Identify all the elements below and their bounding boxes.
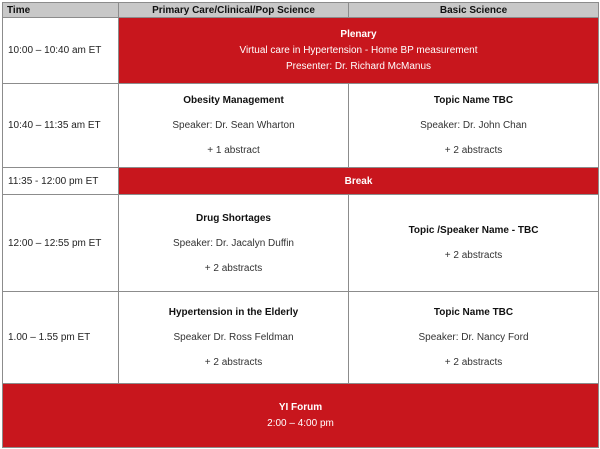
obesity-basic-extra: + 2 abstracts [444,145,503,156]
break-cell [119,168,599,195]
elderly-primary-cell [119,292,349,384]
schedule-table [2,2,599,448]
obesity-primary-speaker: Speaker: Dr. Sean Wharton [172,120,295,131]
forum-cell [3,384,599,448]
drug-time: 12:00 – 12:55 pm ET [3,195,119,292]
obesity-basic-cell [349,84,599,168]
header-basic: Basic Science [349,3,599,18]
elderly-primary-extra: + 2 abstracts [204,357,263,368]
plenary-time: 10:00 – 10:40 am ET [3,18,119,84]
elderly-basic-cell [349,292,599,384]
obesity-time: 10:40 – 11:35 am ET [3,84,119,168]
drug-primary-extra: + 2 abstracts [204,262,263,274]
obesity-basic-speaker: Speaker: Dr. John Chan [420,120,527,131]
elderly-basic-extra: + 2 abstracts [444,357,503,368]
plenary-cell [119,18,599,84]
plenary-title: Plenary [340,28,377,40]
break-title: Break [344,175,373,187]
drug-basic-extra: + 2 abstracts [444,250,503,261]
header-time: Time [3,3,119,18]
drug-primary-title: Drug Shortages [195,212,271,224]
plenary-presenter: Presenter: Dr. Richard McManus [285,60,432,72]
elderly-time: 1.00 – 1.55 pm ET [3,292,119,384]
elderly-row [3,292,599,384]
obesity-basic-title: Topic Name TBC [433,95,514,106]
forum-title: YI Forum [278,401,323,413]
obesity-primary-extra: + 1 abstract [207,145,260,156]
drug-row [3,195,599,292]
elderly-primary-speaker: Speaker Dr. Ross Feldman [173,332,294,343]
obesity-primary-cell [119,84,349,168]
plenary-row [3,18,599,84]
elderly-basic-title: Topic Name TBC [433,307,514,318]
plenary-subtitle: Virtual care in Hypertension - Home BP measurement [239,44,478,56]
header-primary: Primary Care/Clinical/Pop Science [119,3,349,18]
break-time: 11:35 - 12:00 pm ET [3,168,119,195]
obesity-primary-title: Obesity Management [183,95,284,106]
drug-primary-speaker: Speaker: Dr. Jacalyn Duffin [173,237,294,249]
forum-time: 2:00 – 4:00 pm [267,417,334,429]
obesity-row [3,84,599,168]
drug-basic-title: Topic /Speaker Name - TBC [408,225,539,236]
drug-primary-cell [119,195,349,292]
header-row [3,3,599,18]
elderly-primary-title: Hypertension in the Elderly [168,307,299,318]
forum-row [3,384,599,448]
drug-basic-cell [349,195,599,292]
elderly-basic-speaker: Speaker: Dr. Nancy Ford [418,332,529,343]
break-row [3,168,599,195]
